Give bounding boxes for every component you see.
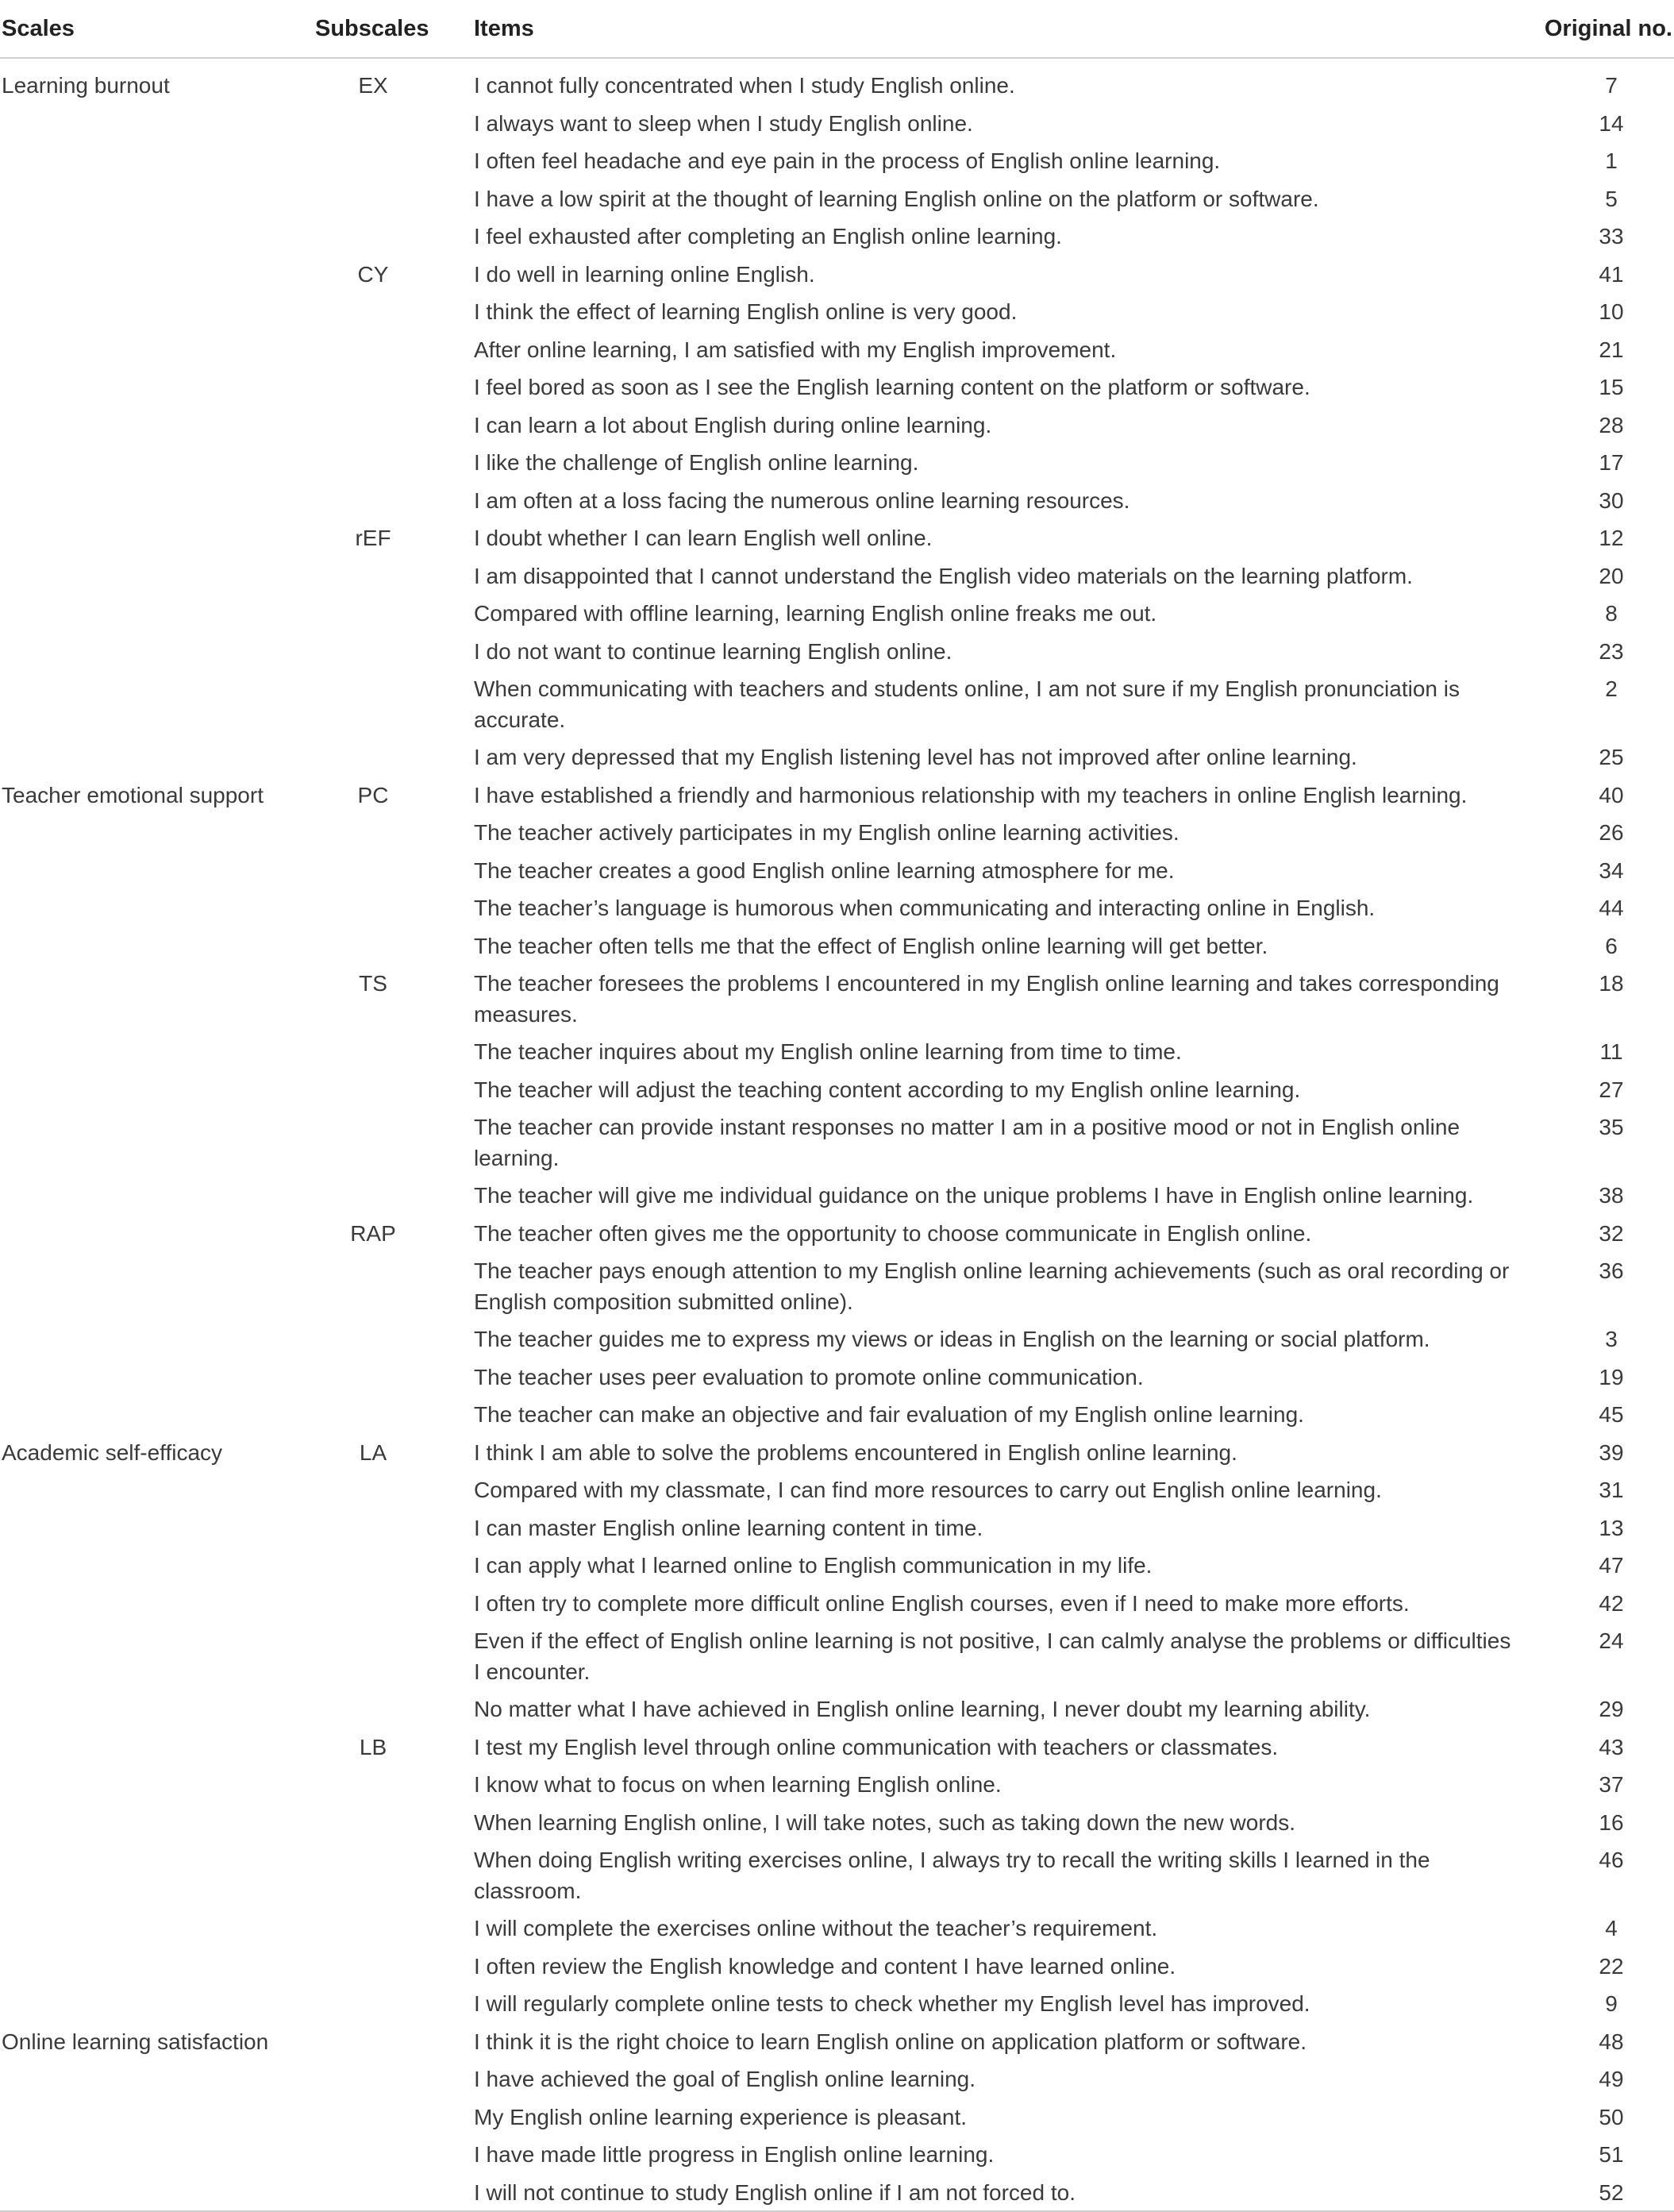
item-cell: I do not want to continue learning English online. <box>474 638 952 664</box>
item-cell: I always want to sleep when I study English online. <box>474 110 973 136</box>
original-no-cell: 2 <box>1605 676 1618 701</box>
item-cell: Compared with offline learning, learning English online freaks me out. <box>474 601 1157 626</box>
original-no-cell: 4 <box>1605 1916 1618 1940</box>
original-no-cell: 18 <box>1599 971 1624 996</box>
item-cell: After online learning, I am satisfied with my English improvement. <box>474 337 1117 362</box>
item-cell: I feel exhausted after completing an English online learning. <box>474 224 1062 249</box>
item-cell: I often review the English knowledge and content I have learned online. <box>474 1953 1176 1979</box>
original-no-cell: 10 <box>1599 299 1624 324</box>
original-no-cell: 8 <box>1605 601 1618 626</box>
header-original-no: Original no. <box>1544 16 1672 41</box>
original-no-cell: 23 <box>1599 638 1624 664</box>
original-no-cell: 41 <box>1599 261 1624 287</box>
scale-cell: Academic self-efficacy <box>2 1439 223 1465</box>
item-cell: The teacher guides me to express my views or ideas in English on the learning or social platform. <box>474 1327 1430 1351</box>
original-no-cell: 46 <box>1599 1848 1624 1872</box>
original-no-cell: 39 <box>1599 1439 1624 1465</box>
item-cell: I will complete the exercises online without the teacher’s requirement. <box>474 1916 1158 1940</box>
item-cell: The teacher creates a good English online learning atmosphere for me. <box>474 857 1175 883</box>
original-no-cell: 21 <box>1599 337 1624 362</box>
item-cell: I have established a friendly and harmonious relationship with my teachers in online English learning. <box>474 782 1468 807</box>
original-no-cell: 9 <box>1605 1991 1618 2016</box>
original-no-cell: 16 <box>1599 1809 1624 1835</box>
original-no-cell: 47 <box>1599 1553 1624 1578</box>
item-cell: The teacher pays enough attention to my English online learning achievements (such as oral recording or English composition submitted online). <box>474 1258 1510 1314</box>
original-no-cell: 11 <box>1599 1039 1623 1064</box>
table-header <box>0 0 1674 59</box>
scale-cell: Learning burnout <box>2 73 170 98</box>
item-cell: I cannot fully concentrated when I study English online. <box>474 73 1015 98</box>
original-no-cell: 50 <box>1599 2104 1624 2129</box>
subscale-cell: LA <box>359 1439 387 1465</box>
subscale-cell: TS <box>359 971 387 996</box>
original-no-cell: 5 <box>1605 186 1618 211</box>
subscale-cell: EX <box>358 73 388 98</box>
original-no-cell: 14 <box>1599 110 1624 136</box>
item-cell: I have achieved the goal of English online learning. <box>474 2067 976 2091</box>
item-cell: When learning English online, I will take notes, such as taking down the new words. <box>474 1809 1296 1835</box>
item-cell: I have made little progress in English online learning. <box>474 2142 995 2167</box>
original-no-cell: 48 <box>1599 2029 1624 2054</box>
original-no-cell: 36 <box>1599 1258 1624 1283</box>
original-no-cell: 15 <box>1599 375 1624 399</box>
item-cell: I know what to focus on when learning English online. <box>474 1772 1002 1797</box>
item-cell: I am very depressed that my English listening level has not improved after online learning. <box>474 745 1357 769</box>
original-no-cell: 19 <box>1599 1364 1624 1389</box>
original-no-cell: 37 <box>1599 1772 1624 1797</box>
scale-cell: Online learning satisfaction <box>2 2029 269 2054</box>
item-cell: The teacher often tells me that the effect of English online learning will get better. <box>474 933 1268 958</box>
item-cell: I think it is the right choice to learn English online on application platform or software. <box>474 2029 1307 2054</box>
item-cell: My English online learning experience is pleasant. <box>474 2104 968 2129</box>
original-no-cell: 38 <box>1599 1183 1624 1208</box>
item-cell: I doubt whether I can learn English well online. <box>474 526 933 550</box>
original-no-cell: 29 <box>1599 1697 1624 1721</box>
original-no-cell: 6 <box>1605 933 1618 958</box>
item-cell: The teacher often gives me the opportunity to choose communicate in English online. <box>474 1220 1312 1246</box>
original-no-cell: 12 <box>1599 526 1624 550</box>
subscale-cell: PC <box>357 782 389 807</box>
item-cell: The teacher uses peer evaluation to promote online communication. <box>474 1364 1144 1389</box>
item-cell: When doing English writing exercises online, I always try to recall the writing skills I learned in the classroom. <box>474 1848 1430 1903</box>
subscale-cell: CY <box>357 261 389 287</box>
item-cell: The teacher inquires about my English online learning from time to time. <box>474 1039 1182 1064</box>
header-items: Items <box>474 16 534 41</box>
original-no-cell: 40 <box>1599 782 1624 807</box>
item-cell: When communicating with teachers and students online, I am not sure if my English pronunciation is accurate. <box>474 676 1460 732</box>
item-cell: I will not continue to study English online if I am not forced to. <box>474 2179 1076 2205</box>
original-no-cell: 27 <box>1599 1077 1624 1102</box>
item-cell: I am disappointed that I cannot understand the English video materials on the learning platform. <box>474 563 1413 588</box>
original-no-cell: 26 <box>1599 820 1624 845</box>
original-no-cell: 42 <box>1599 1590 1624 1616</box>
item-cell: I can master English online learning content in time. <box>474 1515 983 1540</box>
subscale-cell: LB <box>359 1734 387 1759</box>
item-cell: The teacher can provide instant responses no matter I am in a positive mood or not in English online learning. <box>474 1115 1460 1170</box>
item-cell: Compared with my classmate, I can find more resources to carry out English online learning. <box>474 1478 1382 1502</box>
item-cell: I do well in learning online English. <box>474 261 815 287</box>
original-no-cell: 31 <box>1599 1478 1624 1502</box>
header-scales: Scales <box>2 16 75 41</box>
item-cell: I test my English level through online communication with teachers or classmates. <box>474 1734 1279 1759</box>
item-cell: The teacher actively participates in my English online learning activities. <box>474 820 1179 845</box>
subscale-cell: rEF <box>355 526 391 550</box>
item-cell: No matter what I have achieved in English online learning, I never doubt my learning ability. <box>474 1697 1371 1721</box>
original-no-cell: 22 <box>1599 1953 1624 1979</box>
item-cell: I think the effect of learning English online is very good. <box>474 299 1018 324</box>
original-no-cell: 34 <box>1599 857 1624 883</box>
original-no-cell: 43 <box>1599 1734 1624 1759</box>
original-no-cell: 45 <box>1599 1402 1624 1427</box>
subscale-cell: RAP <box>350 1220 396 1246</box>
item-cell: I feel bored as soon as I see the English learning content on the platform or software. <box>474 375 1310 399</box>
item-cell: I like the challenge of English online learning. <box>474 450 919 475</box>
original-no-cell: 35 <box>1599 1115 1624 1139</box>
item-cell: Even if the effect of English online learning is not positive, I can calmly analyse the problems or difficulties I encounter. <box>474 1628 1511 1684</box>
original-no-cell: 20 <box>1599 563 1624 588</box>
original-no-cell: 44 <box>1599 896 1624 920</box>
original-no-cell: 51 <box>1599 2142 1624 2167</box>
item-cell: The teacher will give me individual guidance on the unique problems I have in English online learning. <box>474 1183 1474 1208</box>
original-no-cell: 1 <box>1605 148 1618 173</box>
item-cell: I will regularly complete online tests to check whether my English level has improved. <box>474 1991 1310 2016</box>
original-no-cell: 25 <box>1599 745 1624 769</box>
item-cell: The teacher can make an objective and fair evaluation of my English online learning. <box>474 1402 1304 1427</box>
item-cell: I often try to complete more difficult online English courses, even if I need to make more efforts. <box>474 1590 1410 1616</box>
item-cell: I can apply what I learned online to English communication in my life. <box>474 1553 1153 1578</box>
original-no-cell: 17 <box>1599 450 1624 475</box>
item-cell: I often feel headache and eye pain in the process of English online learning. <box>474 148 1221 173</box>
scale-cell: Teacher emotional support <box>2 782 264 807</box>
item-cell: The teacher’s language is humorous when communicating and interacting online in English. <box>474 896 1376 920</box>
item-cell: The teacher will adjust the teaching content according to my English online learning. <box>474 1077 1301 1102</box>
original-no-cell: 33 <box>1599 224 1624 249</box>
original-no-cell: 49 <box>1599 2067 1624 2091</box>
original-no-cell: 13 <box>1599 1515 1624 1540</box>
original-no-cell: 32 <box>1599 1220 1624 1246</box>
original-no-cell: 24 <box>1599 1628 1624 1653</box>
header-subscales: Subscales <box>315 16 429 41</box>
original-no-cell: 7 <box>1605 73 1618 98</box>
original-no-cell: 30 <box>1599 487 1624 513</box>
original-no-cell: 52 <box>1599 2179 1624 2205</box>
original-no-cell: 3 <box>1605 1327 1618 1351</box>
item-cell: I have a low spirit at the thought of learning English online on the platform or software. <box>474 186 1319 211</box>
item-cell: I think I am able to solve the problems encountered in English online learning. <box>474 1439 1237 1465</box>
original-no-cell: 28 <box>1599 412 1624 437</box>
item-cell: I can learn a lot about English during online learning. <box>474 412 992 437</box>
item-cell: I am often at a loss facing the numerous online learning resources. <box>474 487 1130 513</box>
item-cell: The teacher foresees the problems I encountered in my English online learning and takes corresponding measures. <box>474 971 1499 1027</box>
